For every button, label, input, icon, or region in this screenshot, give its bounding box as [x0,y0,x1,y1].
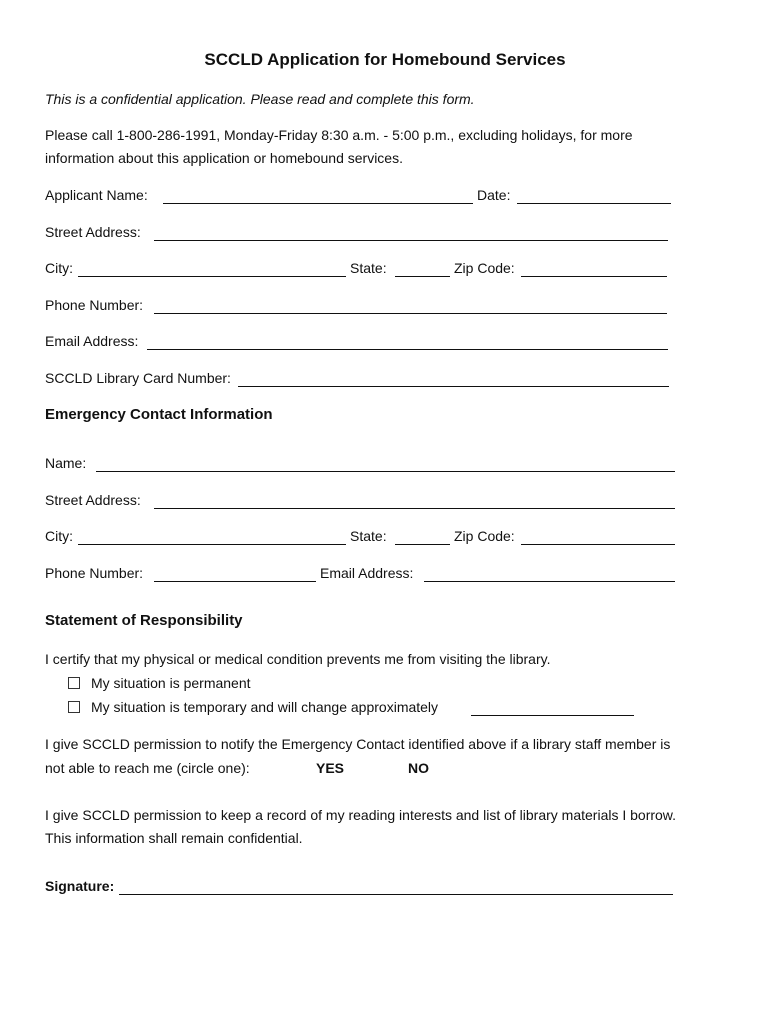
date-label: Date: [477,187,511,203]
zip-code-label: Zip Code: [454,260,515,276]
state-field[interactable] [395,259,450,277]
ec-street-address-field[interactable] [154,491,675,509]
signature-field[interactable] [119,877,673,895]
temporary-checkbox[interactable] [68,701,80,713]
contact-info-line-1: Please call 1-800-286-1991, Monday-Friday 8:30 a.m. - 5:00 p.m., excluding holidays, for more [45,127,633,143]
ec-street-address-label: Street Address: [45,492,141,508]
email-address-field[interactable] [147,332,668,350]
zip-code-field[interactable] [521,259,667,277]
record-permission-line-2: This information shall remain confidential. [45,830,303,846]
emergency-contact-heading: Emergency Contact Information [45,406,273,423]
city-field[interactable] [78,259,346,277]
city-label: City: [45,260,73,276]
temporary-option-label: My situation is temporary and will change approximately [91,699,439,715]
permanent-checkbox[interactable] [68,677,80,689]
state-label: State: [350,260,387,276]
responsibility-heading: Statement of Responsibility [45,612,243,629]
page-title: SCCLD Application for Homebound Services [204,50,566,69]
ec-state-field[interactable] [395,527,450,545]
ec-zip-code-field[interactable] [521,527,675,545]
ec-city-label: City: [45,528,73,544]
ec-city-field[interactable] [78,527,346,545]
ec-email-address-field[interactable] [424,564,675,582]
ec-phone-number-label: Phone Number: [45,565,144,581]
yes-option[interactable]: YES [316,760,345,776]
library-card-label: SCCLD Library Card Number: [45,370,231,386]
permission-notify-line-2: not able to reach me (circle one): [45,760,250,776]
ec-phone-number-field[interactable] [154,564,316,582]
permanent-option-label: My situation is permanent [91,675,251,691]
email-address-label: Email Address: [45,333,139,349]
date-field[interactable] [517,186,671,204]
street-address-field[interactable] [154,223,668,241]
library-card-field[interactable] [238,369,669,387]
street-address-label: Street Address: [45,224,141,240]
record-permission-line-1: I give SCCLD permission to keep a record of my reading interests and list of library materials I borrow. [45,807,677,823]
temporary-date-field[interactable] [471,698,634,716]
certify-text: I certify that my physical or medical condition prevents me from visiting the library. [45,651,551,667]
no-option[interactable]: NO [408,760,429,776]
ec-email-address-label: Email Address: [320,565,414,581]
permission-notify-line-1: I give SCCLD permission to notify the Emergency Contact identified above if a library staff member is [45,736,671,752]
ec-state-label: State: [350,528,387,544]
phone-number-label: Phone Number: [45,297,144,313]
intro-text: This is a confidential application. Please read and complete this form. [45,91,475,107]
applicant-name-label: Applicant Name: [45,187,148,203]
phone-number-field[interactable] [154,296,667,314]
applicant-name-field[interactable] [163,186,473,204]
signature-label: Signature: [45,878,115,894]
ec-zip-code-label: Zip Code: [454,528,515,544]
ec-name-label: Name: [45,455,87,471]
ec-name-field[interactable] [96,454,675,472]
contact-info-line-2: information about this application or homebound services. [45,150,403,166]
